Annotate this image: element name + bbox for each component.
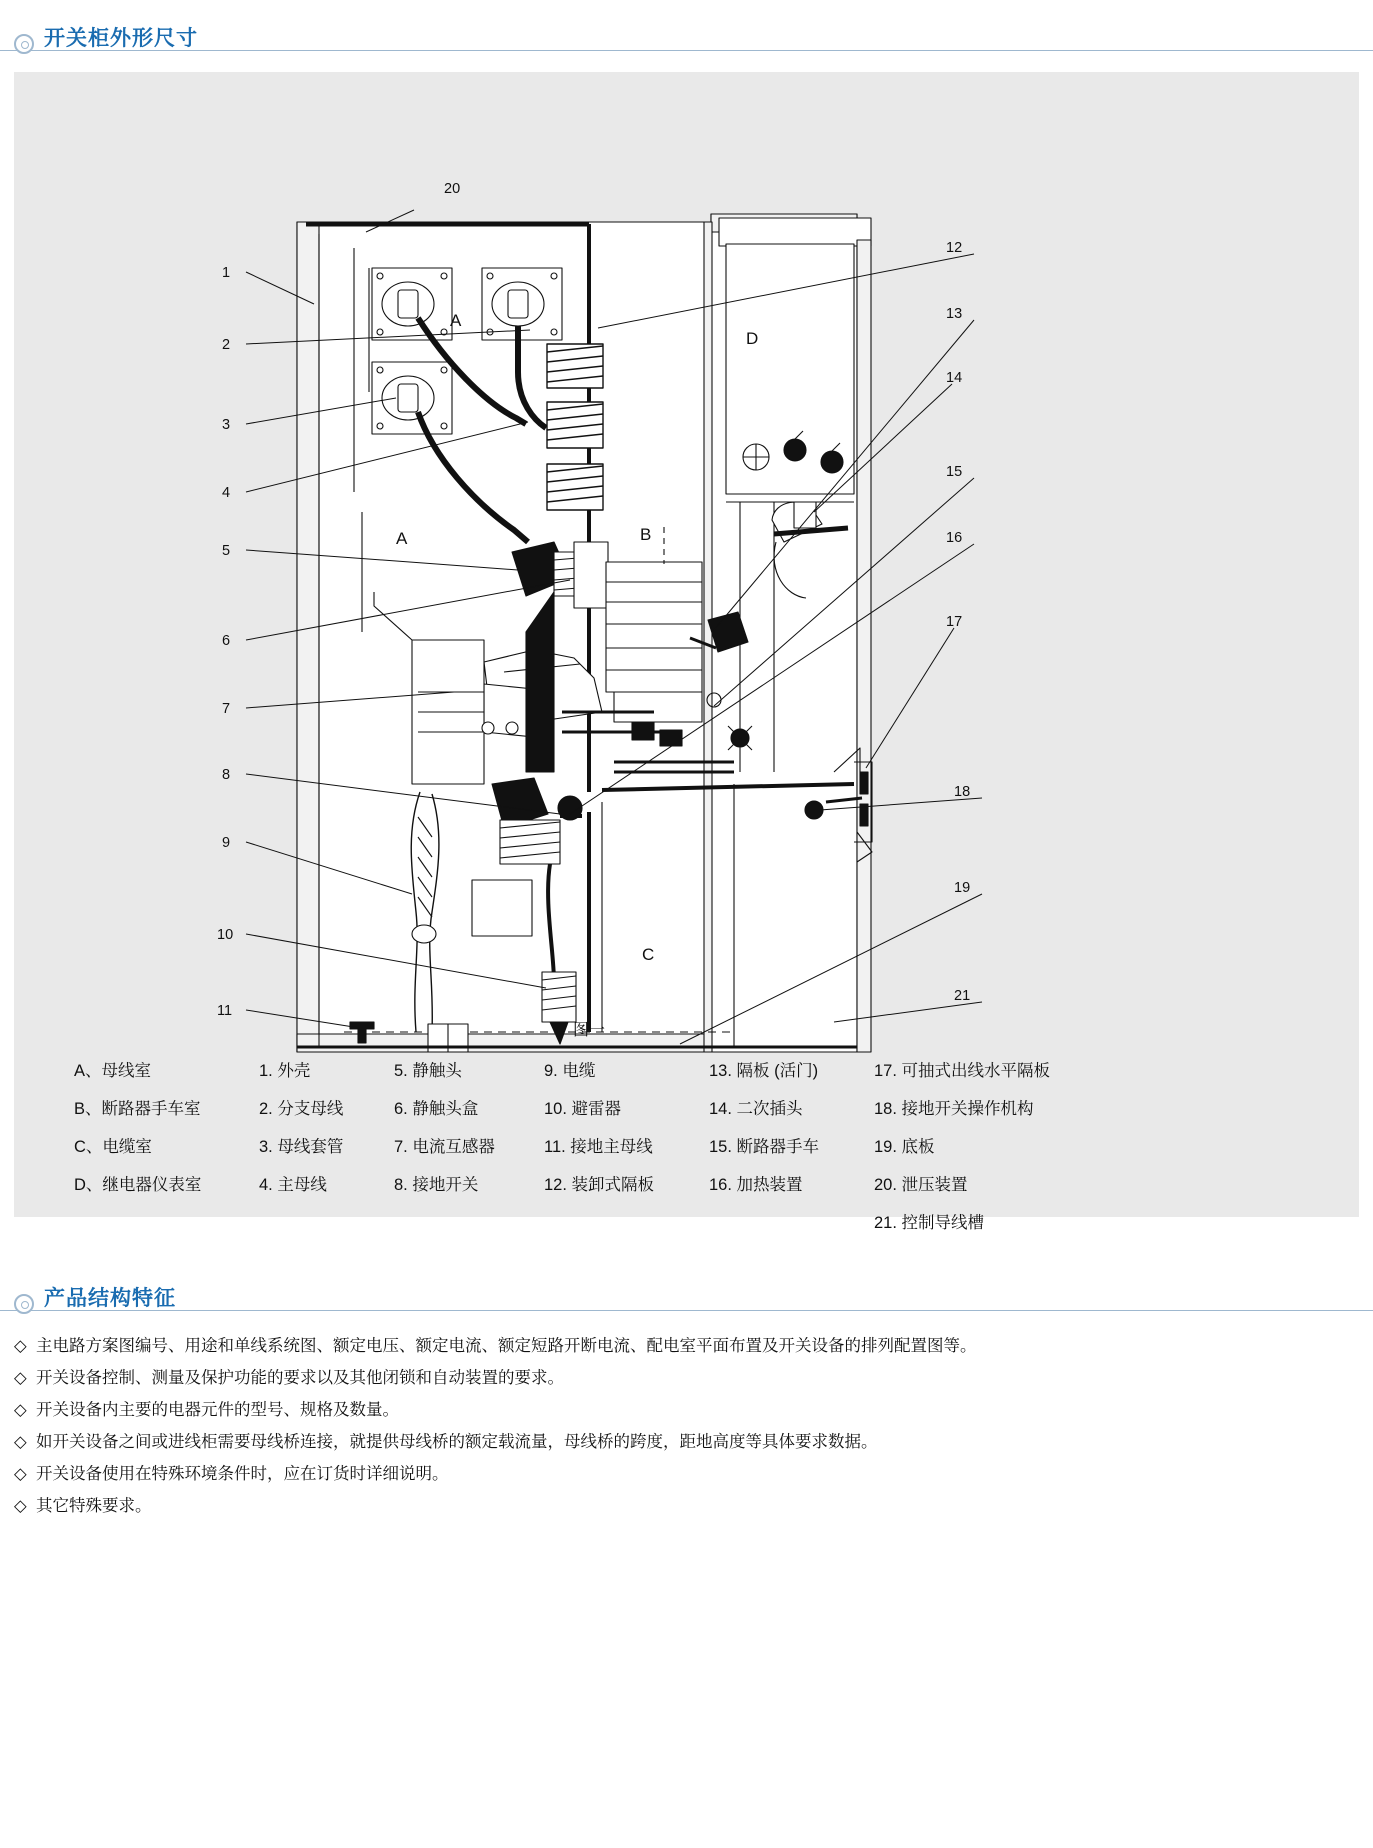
compartment-label-b: B xyxy=(640,525,652,544)
callout-6: 6 xyxy=(222,633,231,649)
switchgear-cabinet-diagram xyxy=(14,72,1359,1217)
legend-cell: A、母线室 xyxy=(74,1062,152,1080)
section-title: 产品结构特征 xyxy=(44,1287,176,1310)
legend-cell: 3. 母线套管 xyxy=(259,1138,344,1156)
callout-20: 20 xyxy=(444,181,461,197)
feature-text: 其它特殊要求。 xyxy=(36,1497,152,1515)
feature-text: 如开关设备之间或进线柜需要母线桥连接，就提供母线桥的额定载流量，母线桥的跨度，距地高度等具体要求数据。 xyxy=(36,1433,878,1451)
bullet-icon xyxy=(14,1294,34,1314)
diamond-icon: ◇ xyxy=(14,1337,27,1355)
legend-cell: 8. 接地开关 xyxy=(394,1176,479,1194)
feature-item xyxy=(14,1394,1359,1426)
compartment-label-d: D xyxy=(746,329,759,348)
callout-17: 17 xyxy=(946,614,963,630)
callout-13: 13 xyxy=(946,306,963,322)
callout-2: 2 xyxy=(222,337,231,353)
callout-21: 21 xyxy=(954,988,971,1004)
callout-14: 14 xyxy=(946,370,963,386)
callout-12: 12 xyxy=(946,240,963,256)
diamond-icon: ◇ xyxy=(14,1401,27,1419)
legend-cell: 10. 避雷器 xyxy=(544,1100,622,1118)
feature-text: 主电路方案图编号、用途和单线系统图、额定电压、额定电流、额定短路开断电流、配电室平面布置及开关设备的排列配置图等。 xyxy=(36,1337,977,1355)
feature-item xyxy=(14,1426,1359,1458)
feature-text: 开关设备内主要的电器元件的型号、规格及数量。 xyxy=(36,1401,399,1419)
legend-cell: 16. 加热装置 xyxy=(709,1176,803,1194)
diamond-icon: ◇ xyxy=(14,1433,27,1451)
callout-18: 18 xyxy=(954,784,971,800)
legend-cell: C、电缆室 xyxy=(74,1138,152,1156)
legend-cell: 18. 接地开关操作机构 xyxy=(874,1100,1034,1118)
callout-9: 9 xyxy=(222,835,231,851)
callout-8: 8 xyxy=(222,767,231,783)
legend-cell: 9. 电缆 xyxy=(544,1062,596,1080)
compartment-label-c: C xyxy=(642,945,655,964)
legend-cell: D、继电器仪表室 xyxy=(74,1176,202,1194)
figure-panel xyxy=(14,72,1359,1232)
legend-row xyxy=(74,1057,1334,1081)
section-title: 开关柜外形尺寸 xyxy=(44,27,198,50)
legend-cell: 14. 二次插头 xyxy=(709,1100,803,1118)
compartment-label-a: A xyxy=(396,529,408,548)
compartment-label-a-top: A xyxy=(450,311,462,330)
legend-cell: 2. 分支母线 xyxy=(259,1100,344,1118)
callout-3: 3 xyxy=(222,417,231,433)
feature-item xyxy=(14,1490,1359,1522)
callout-5: 5 xyxy=(222,543,231,559)
legend-cell: 12. 装卸式隔板 xyxy=(544,1176,655,1194)
callout-16: 16 xyxy=(946,530,963,546)
callout-4: 4 xyxy=(222,485,231,501)
legend-cell: 11. 接地主母线 xyxy=(544,1138,653,1156)
legend-cell: 1. 外壳 xyxy=(259,1062,311,1080)
legend-row xyxy=(74,1171,1334,1195)
diamond-icon: ◇ xyxy=(14,1465,27,1483)
callout-10: 10 xyxy=(217,927,234,943)
callout-15: 15 xyxy=(946,464,963,480)
diamond-icon: ◇ xyxy=(14,1497,27,1515)
legend-cell: B、断路器手车室 xyxy=(74,1100,201,1118)
legend-row xyxy=(74,1209,1334,1233)
feature-text: 开关设备控制、测量及保护功能的要求以及其他闭锁和自动装置的要求。 xyxy=(36,1369,564,1387)
legend-cell: 17. 可抽式出线水平隔板 xyxy=(874,1062,1051,1080)
legend-cell: 20. 泄压装置 xyxy=(874,1176,968,1194)
feature-item xyxy=(14,1362,1359,1394)
legend-cell: 4. 主母线 xyxy=(259,1176,327,1194)
bullet-icon xyxy=(14,34,34,54)
section-header-dimensions xyxy=(0,0,1373,51)
legend-cell: 13. 隔板 (活门) xyxy=(709,1062,819,1080)
feature-item xyxy=(14,1330,1359,1362)
legend-cell: 5. 静触头 xyxy=(394,1062,462,1080)
feature-text: 开关设备使用在特殊环境条件时，应在订货时详细说明。 xyxy=(36,1465,449,1483)
features-list xyxy=(14,1330,1359,1522)
legend-table xyxy=(74,1057,1334,1247)
figure-caption: 图一 xyxy=(572,1022,605,1039)
legend-cell: 21. 控制导线槽 xyxy=(874,1214,985,1232)
callout-11: 11 xyxy=(217,1003,233,1019)
callout-19: 19 xyxy=(954,880,971,896)
section-header-features xyxy=(0,1260,1373,1311)
callout-1: 1 xyxy=(222,265,231,281)
feature-item xyxy=(14,1458,1359,1490)
legend-cell: 19. 底板 xyxy=(874,1138,935,1156)
legend-row xyxy=(74,1133,1334,1157)
callout-7: 7 xyxy=(222,701,231,717)
diamond-icon: ◇ xyxy=(14,1369,27,1387)
legend-cell: 7. 电流互感器 xyxy=(394,1138,495,1156)
legend-cell: 6. 静触头盒 xyxy=(394,1100,479,1118)
legend-cell: 15. 断路器手车 xyxy=(709,1138,820,1156)
legend-row xyxy=(74,1095,1334,1119)
